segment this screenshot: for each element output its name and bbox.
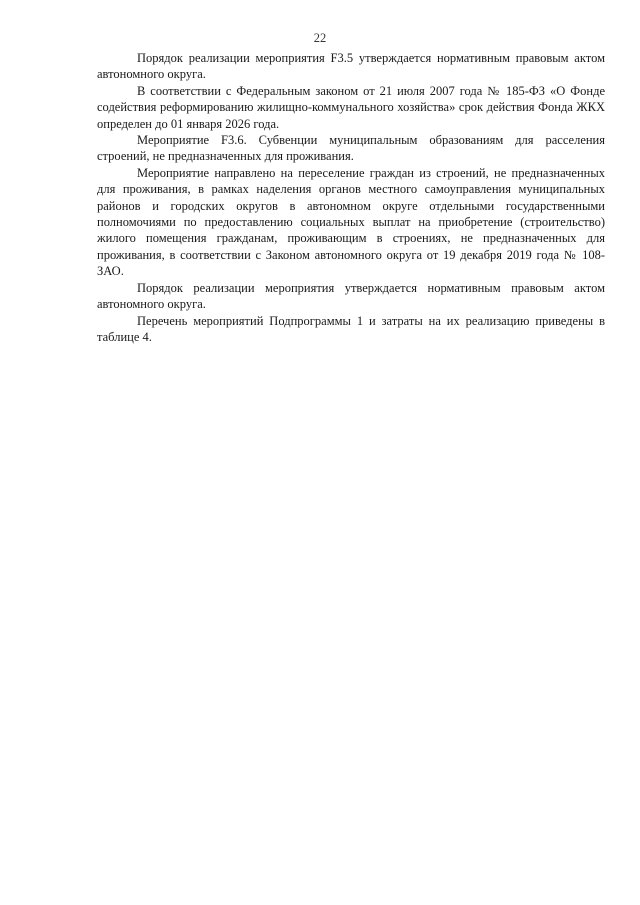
- page-number: 22: [313, 31, 327, 45]
- document-body: [97, 50, 605, 345]
- paragraph-table-reference: Перечень мероприятий Подпрограммы 1 и затраты на их реализацию приведены в таблице 4.: [97, 313, 605, 344]
- paragraph-f36-title: Мероприятие F3.6. Субвенции муниципальным образованиям для расселения строений, не предназначенных для проживания.: [97, 133, 605, 164]
- paragraph-fund-term: В соответствии с Федеральным законом от 21 июля 2007 года № 185-ФЗ «О Фонде содействия реформированию жилищно-коммунального хозяйства» срок действия Фонда ЖКХ определен до 01 января 2026 года.: [97, 83, 605, 131]
- paragraph-f35-order: Порядок реализации мероприятия F3.5 утверждается нормативным правовым актом автономного округа.: [97, 51, 605, 82]
- paragraph-f36-description: Мероприятие направлено на переселение граждан из строений, не предназначенных для проживания, в рамках наделения органов местного самоуправления муниципальных районов и городских округов в автономном округе отдельными государственными полномочиями по предоставлению социальных выплат на приобретение (строительство) жилого помещения гражданам, проживающим в строениях, не предназначенных для проживания, в соответствии с Законом автономного округа от 19 декабря 2019 года № 108-ЗАО.: [97, 165, 605, 279]
- paragraph-implementation-order: Порядок реализации мероприятия утверждается нормативным правовым актом автономного округа.: [97, 280, 605, 312]
